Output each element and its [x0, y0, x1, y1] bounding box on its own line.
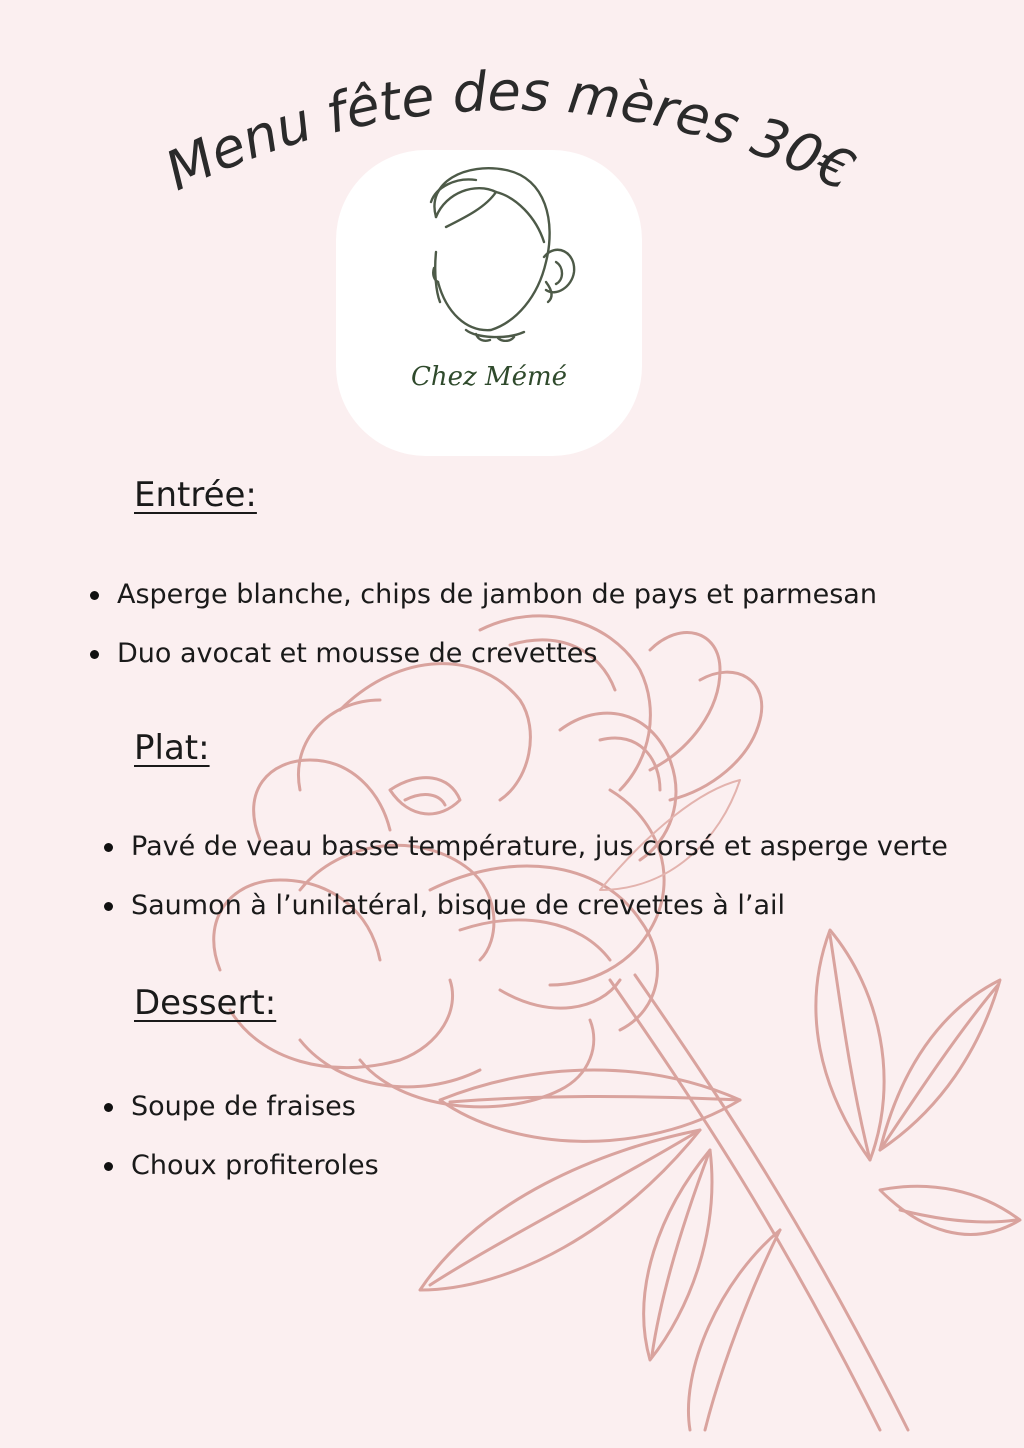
list-item: Asperge blanche, chips de jambon de pays et parmesan	[117, 565, 877, 624]
grandma-face-icon	[406, 162, 582, 342]
restaurant-name: Chez Mémé	[410, 362, 568, 392]
plat-list	[131, 817, 948, 935]
section-heading-entree: Entrée:	[134, 475, 257, 515]
restaurant-logo	[336, 150, 642, 456]
section-heading-dessert: Dessert:	[134, 983, 277, 1023]
section-heading-plat: Plat:	[134, 728, 210, 768]
list-item: Soupe de fraises	[131, 1077, 379, 1136]
list-item: Saumon à l’unilatéral, bisque de crevettes à l’ail	[131, 876, 948, 935]
list-item: Duo avocat et mousse de crevettes	[117, 624, 877, 683]
entree-list	[117, 565, 877, 683]
peony-illustration	[180, 590, 1024, 1448]
menu-title-text: Menu fête des mères 30€	[156, 59, 865, 204]
dessert-list	[131, 1077, 379, 1195]
list-item: Choux profiteroles	[131, 1136, 379, 1195]
list-item: Pavé de veau basse température, jus corsé et asperge verte	[131, 817, 948, 876]
